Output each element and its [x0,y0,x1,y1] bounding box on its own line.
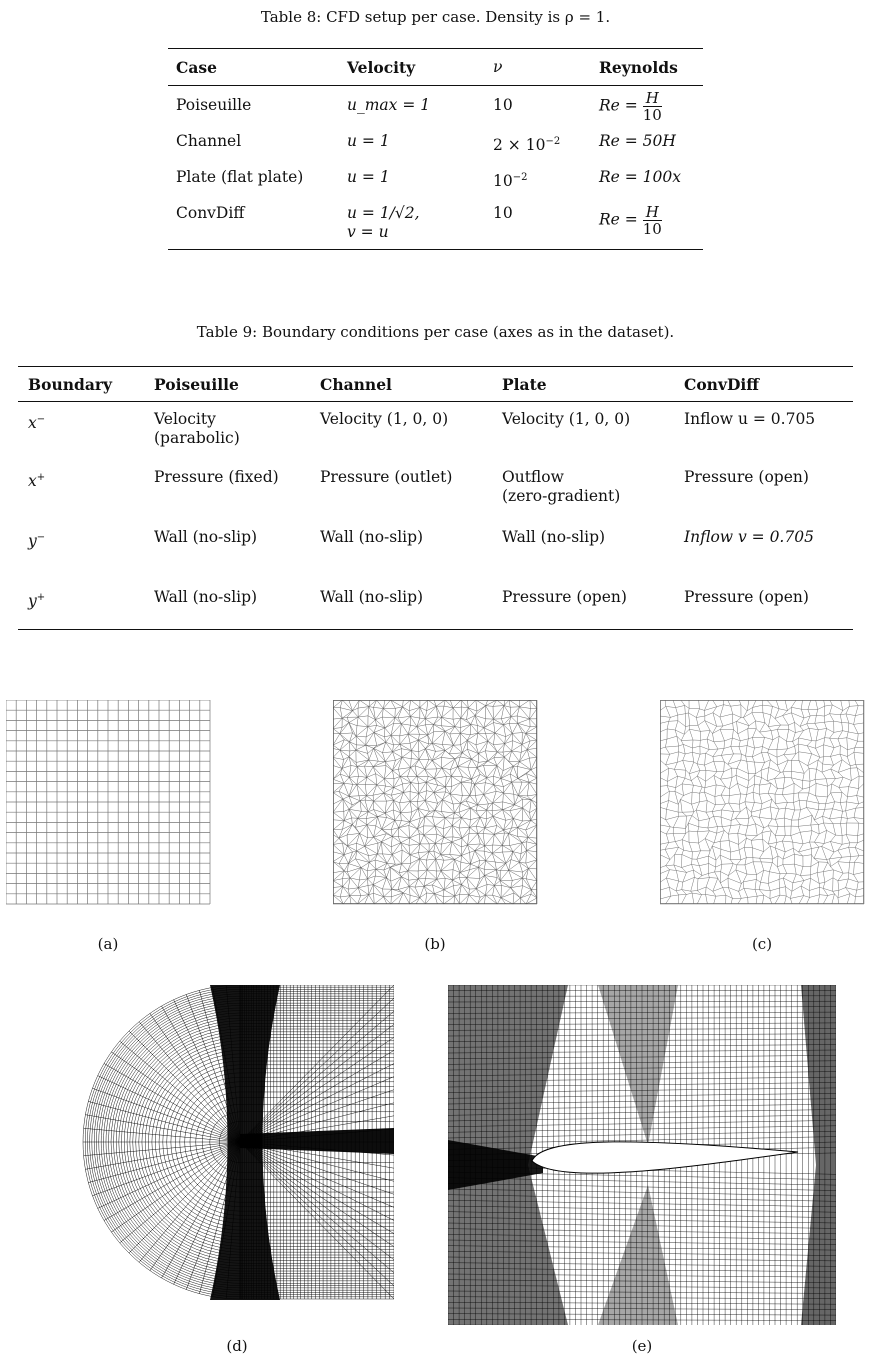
table9-cell-channel: Pressure (outlet) [320,467,453,486]
table8-header-nu: ν [493,58,503,76]
table9-cell-convdiff: Pressure (open) [684,467,809,486]
table-row [168,86,703,128]
table9-header-row [18,367,853,402]
table8-cell-case: Channel [176,131,242,150]
structured-quad-mesh [6,700,211,905]
re-denominator: 10 [642,219,662,238]
table9-header-poiseuille: Poiseuille [154,374,239,394]
table8-cell-case: Plate (flat plate) [176,167,304,186]
table8-cell-reynolds: Re = 50H [599,131,676,150]
cylinder-c-mesh [80,985,394,1300]
re-lhs: Re = [599,210,638,228]
table-row [168,200,703,250]
table-row [18,584,853,630]
re-numerator: H [643,90,662,107]
subfigure-label-a: (a) [97,935,119,953]
table8-cell-reynolds [591,200,703,250]
subfigure-label-b: (b) [424,935,446,953]
table8-cell-velocity: u = 1 [347,131,390,150]
re-lhs: Re = [599,96,638,115]
table8-cell-nu: $2 \times 10^{-2}$ [493,135,561,154]
table9-cell-boundary: x− [28,414,46,433]
re-fraction [643,90,662,123]
table9-cell-boundary: y− [28,531,46,550]
table-row [18,464,853,524]
table9-cell-plate: Wall (no-slip) [502,527,606,546]
table9-cell-convdiff: Pressure (open) [684,587,809,606]
table9-cell-poiseuille: Velocity (parabolic) [154,410,240,447]
table9-header-boundary: Boundary [28,374,113,394]
table9-header-channel: Channel [320,374,392,394]
table9-cell-convdiff: Inflow v = 0.705 [684,527,814,546]
re-fraction [643,204,662,237]
table8-header-case: Case [176,57,217,77]
table8-cell-velocity: u = 1 [347,167,390,186]
table-row [168,128,703,164]
table8-cell-nu: 10 [493,203,513,222]
table9-cell-plate: Pressure (open) [502,587,627,606]
re-denominator: 10 [642,106,662,124]
table9-header-plate: Plate [502,374,547,394]
table9-caption: Table 9: Boundary conditions per case (axes as in the dataset). [196,323,675,341]
table8-cell-reynolds: Re = 100x [599,167,682,186]
table8-header-row [168,49,703,86]
re-numerator: H [643,204,662,221]
table9-cell-poiseuille: Wall (no-slip) [154,527,258,546]
table8-cell-nu: 10 [493,96,513,114]
subfigure-label-d: (d) [226,1337,248,1355]
table9-cell-convdiff: Inflow u = 0.705 [684,410,816,428]
table-row [18,402,853,464]
table9-cell-plate: Outflow (zero-gradient) [502,467,621,505]
table8-cell-velocity: u = 1/√2, v = u [347,203,420,241]
table8-header-velocity: Velocity [347,57,416,77]
table9-cell-boundary: x+ [28,471,46,490]
table-row [18,524,853,584]
table8-cell-reynolds [591,86,703,128]
table9-header-convdiff: ConvDiff [684,374,760,394]
table8-cell-nu: $10^{-2}$ [493,171,528,190]
table8-caption: Table 8: CFD setup per case. Density is ρ = 1. [260,8,611,26]
table8-cell-case: Poiseuille [176,96,252,114]
table9-cell-channel: Wall (no-slip) [320,587,424,606]
table9-cell-boundary: y+ [28,591,46,610]
table9-cell-plate: Velocity (1, 0, 0) [502,410,631,428]
table9-cell-poiseuille: Wall (no-slip) [154,587,258,606]
table-row [168,164,703,200]
table8 [168,48,703,250]
table8-cell-case: ConvDiff [176,203,245,222]
subfigure-label-e: (e) [631,1337,653,1355]
table9-cell-channel: Velocity (1, 0, 0) [320,410,449,428]
table8-header-reynolds: Reynolds [599,57,678,77]
table9 [18,366,853,630]
triangular-mesh [333,700,538,905]
unstructured-quad-mesh [660,700,865,905]
subfigure-label-c: (c) [751,935,773,953]
table9-cell-poiseuille: Pressure (fixed) [154,467,279,486]
table9-cell-channel: Wall (no-slip) [320,527,424,546]
airfoil-mesh [448,985,836,1325]
table8-cell-velocity: u_max = 1 [347,96,431,114]
